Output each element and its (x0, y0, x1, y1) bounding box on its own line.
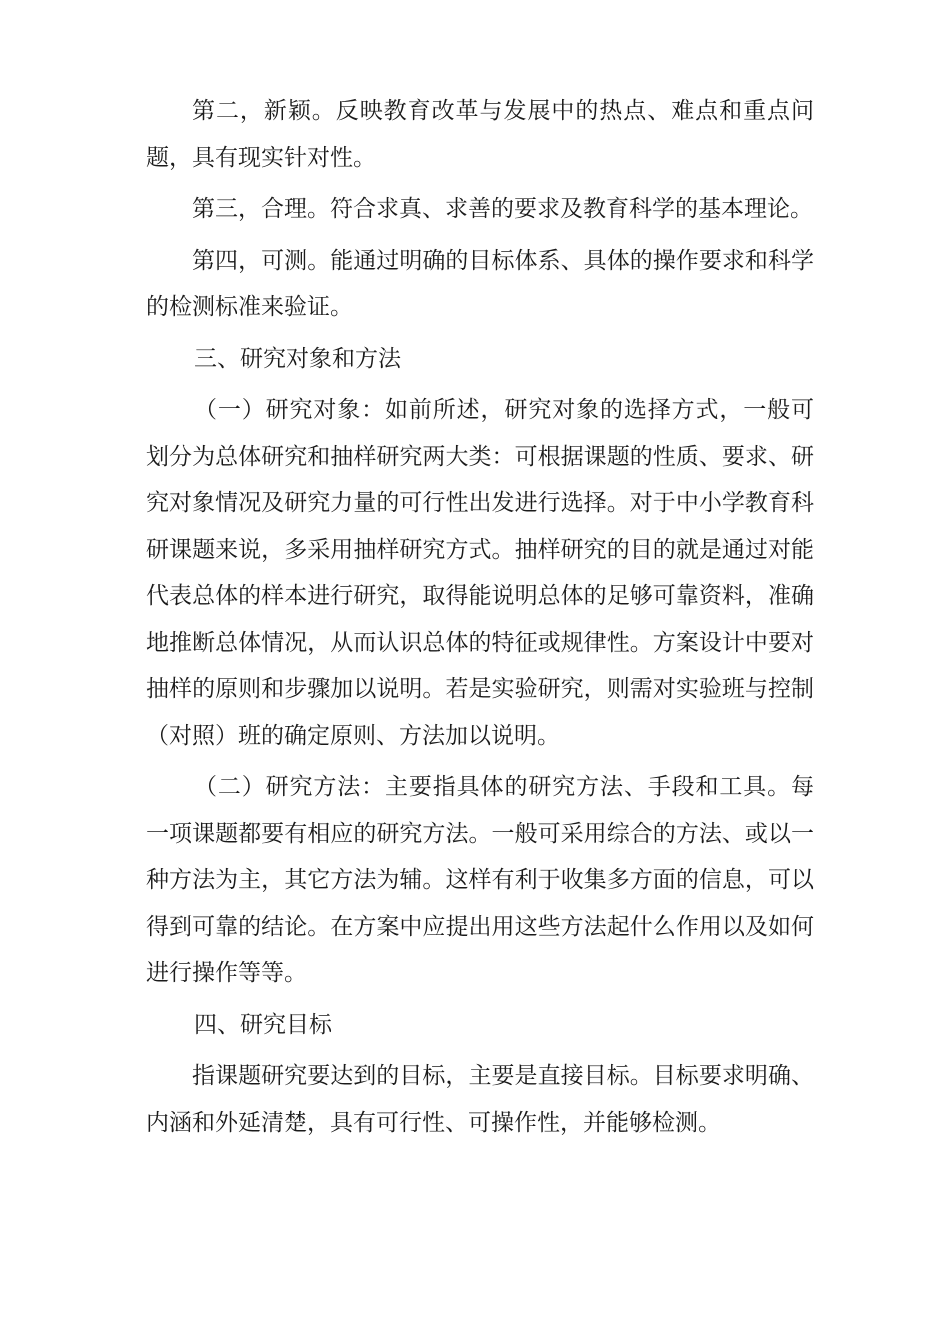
section-heading-objects-methods: 三、研究对象和方法 (194, 345, 401, 372)
paragraph-research-goals: 指课题研究要达到的目标，主要是直接目标。目标要求明确、内涵和外延清楚，具有可行性、可操作性，并能够检测。 (146, 1063, 814, 1136)
paragraph-measurability: 第四，可测。能通过明确的目标体系、具体的操作要求和科学的检测标准来验证。 (146, 247, 814, 320)
section-heading-research-goals: 四、研究目标 (194, 1011, 332, 1038)
paragraph-rationality: 第三，合理。符合求真、求善的要求及教育科学的基本理论。 (192, 196, 813, 222)
paragraph-research-methods: （二）研究方法：主要指具体的研究方法、手段和工具。每一项课题都要有相应的研究方法。一般可采用综合的方法、或以一种方法为主，其它方法为辅。这样有利于收集多方面的信息，可以得到可靠的结论。在方案中应提出用这些方法起什么作用以及如何进行操作等等。 (146, 774, 814, 986)
document-body (146, 88, 814, 1151)
paragraph-novelty: 第二，新颖。反映教育改革与发展中的热点、难点和重点问题，具有现实针对性。 (146, 98, 814, 171)
paragraph-research-objects: （一）研究对象：如前所述，研究对象的选择方式，一般可划分为总体研究和抽样研究两大类：可根据课题的性质、要求、研究对象情况及研究力量的可行性出发进行选择。对于中小学教育科研课题来说，多采用抽样研究方式。抽样研究的目的就是通过对能代表总体的样本进行研究，取得能说明总体的足够可靠资料，准确地推断总体情况，从而认识总体的特征或规律性。方案设计中要对抽样的原则和步骤加以说明。若是实验研究，则需对实验班与控制（对照）班的确定原则、方法加以说明。 (146, 397, 814, 749)
